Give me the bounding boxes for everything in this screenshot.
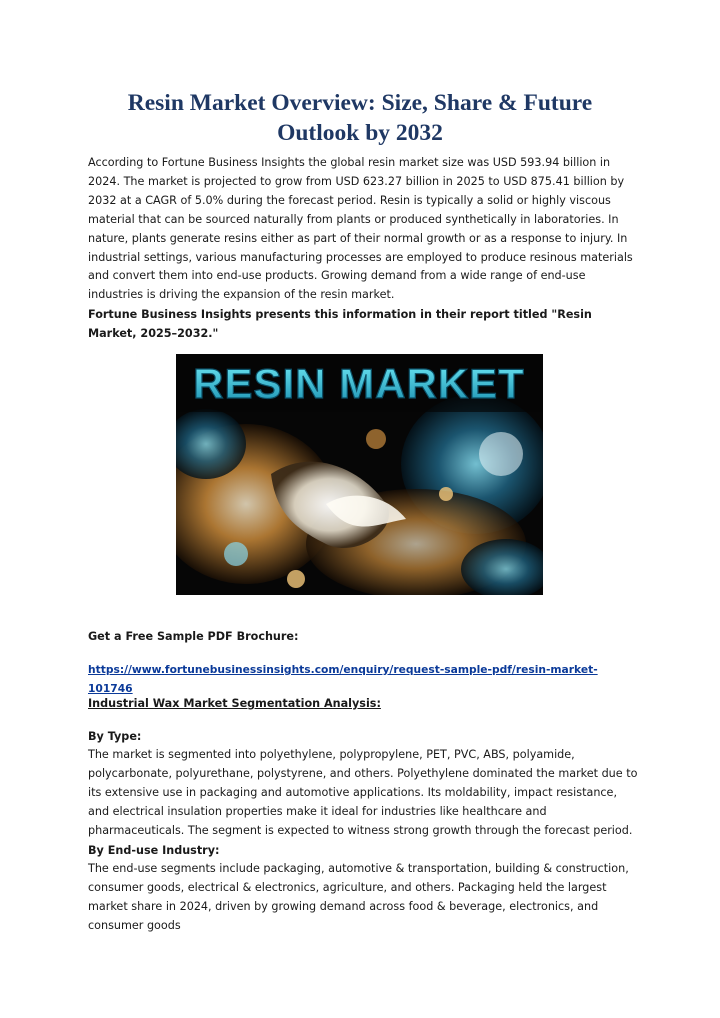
- banner-title-text: RESIN MARKET: [193, 360, 525, 407]
- intro-paragraph: According to Fortune Business Insights the global resin market size was USD 593.94 billion in 2024. The market is projected to grow from USD 623.27 billion in 2025 to USD 875.41 billion by 2032 at a CAGR of 5.0% during the forecast period. Resin is typically a solid or highly viscous material that can be sourced naturally from plants or produced synthetically in laboratories. In nature, plants generate resins either as part of their normal growth or as a response to injury. In industrial settings, various manufacturing processes are employed to produce resinous materials and convert them into end-use products. Growing demand from a wide range of end-use industries is driving the expansion of the resin market.: [88, 156, 633, 302]
- resin-art-graphic: [176, 354, 543, 595]
- resin-market-image: [176, 354, 543, 595]
- page-title: Resin Market Overview: Size, Share & Future Outlook by 2032: [127, 90, 593, 146]
- sample-label: Get a Free Sample PDF Brochure:: [88, 630, 299, 643]
- by-enduse-paragraph: The end-use segments include packaging, automotive & transportation, building & construction, consumer goods, electrical & electronics, agriculture, and others. Packaging held the largest market share in 2024, driven by growing demand across food & beverage, electronics, and consumer goods: [88, 862, 629, 932]
- by-enduse-heading: By End-use Industry:: [88, 844, 220, 857]
- report-note: Fortune Business Insights presents this information in their report titled "Resin Market, 2025–2032.": [88, 308, 592, 340]
- sample-pdf-link[interactable]: https://www.fortunebusinessinsights.com/enquiry/request-sample-pdf/resin-market-101746: [88, 663, 598, 695]
- by-type-paragraph: The market is segmented into polyethylene, polypropylene, PET, PVC, ABS, polyamide, polycarbonate, polyurethane, polystyrene, and others. Polyethylene dominated the market due to its extensive use in packaging and automotive applications. Its moldability, impact resistance, and electrical insulation properties make it ideal for industries like healthcare and pharmaceuticals. The segment is expected to witness strong growth through the forecast period.: [88, 748, 638, 837]
- by-type-heading: By Type:: [88, 730, 142, 743]
- segmentation-heading: Industrial Wax Market Segmentation Analysis:: [88, 697, 381, 710]
